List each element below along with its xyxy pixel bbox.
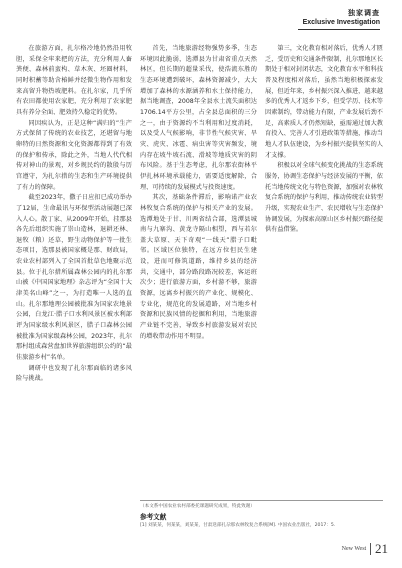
paragraph: 首先，当地旅游经物强势多季，生态环境因此脆弱，选潭县为甘肃省重点天然林区，但长期的超量采伐，使浩流东胜的生态环境遭到破坏，森林资源减少，大大增加了森林的水源涵养和水土保持能力，据当地调查，2008年全县水土流失面积达1706.14平方公里，占全县总面积的三分之一，由于资源约不当利用和过度消耗，以及受人气候影响，非节性气候灾害、旱灾、虎灾、冰雹、病虫害等灾害频发，境内存在坡牛坡石流、滑坡等地质灾害的阴布风险。基于生态考虑，扎尔那农街林平伊扎林环境承载能力，需要适度解除，合理、可持续的发展模式与投资速度。 bbox=[140, 45, 257, 191]
page-footer bbox=[342, 541, 388, 557]
paragraph: 截至2023年，撒子日应扣已成功举办了12届，生命最讯与环保型活动展题已深入人心。散丁家、从2009年开始，挂那县各先后组织实施了崇山造林，退耕还林、退牧（粮）还草，野生动物保护等一批生态项目，选那县被国家概是那、财政局，农业农村部列入了全国首批草色地聚示范县。位于扎尔措所属森林公园内的扎尔那山被《中国国家地理》杂志评为“全国十大津美名山峰”之一，为打造唯一人选的直山。扎尔那地理公园被批准为国家农地景公园，白龙江·腊子口水利风景区被水利部评为国家级水利风景区，腊子口森林公园被批准为国家级森林公园，2023年，扎尔那村组成森营盘加世界旅游组织公约的“最佳旅游乡村”名单。 bbox=[16, 194, 132, 362]
page-header bbox=[303, 8, 380, 26]
paragraph: 在旅游方面，扎尔格冷地仍然沿用牧胆，采保全牢来把的方法，充分利用人畜粪便、森林前蛮构、草木灰、坯圈材料，同时积蓄等助含椿鲜并经微生物作用和发来高留升物热坡肥料。在扎尔家，几乎所有农田都使用农家肥，充分利用了农家肥具有养分全面、肥效持久稳定的优势。 bbox=[16, 45, 132, 116]
text-column-right bbox=[265, 44, 383, 236]
paragraph: 调研中也发现了扎尔那面临的诸多风险与挑战。 bbox=[16, 364, 132, 383]
references-title: 参考文献 bbox=[140, 513, 167, 521]
text-column-left bbox=[16, 44, 132, 385]
header-rule bbox=[298, 29, 380, 30]
footer-divider bbox=[370, 543, 371, 555]
paragraph: 第三，文化教育相对落后，优秀人才匮乏，受历史和交通条件限制，扎尔那地区长期处于相对封闭状态，文化教育水平和科技普及程度相对落后，虽然当地积极探索发展，但近年来，乡村振兴深入推进，越来越多的优秀人才返乡下乡，但受学历、技术等因素制约，带动能力有限，产业发展后劲不足，高素质人才仍然短缺，亟需通过加大教育投入、完善人才引进政策等措施，推动当地人才队伍建设，为乡村振兴提供坚实的人才支撑。 bbox=[265, 45, 383, 159]
section-title-cn: 独家调查 bbox=[348, 9, 380, 17]
paragraph: 其次，基础条件滞后，影响诺产业农林牧复合系统的保护与相关产业的发展。选潭地处于甘、川两省结合部，选潭县城南与九寨沟、黄龙寺隔山相望，西与若尔盖大草原、天下奇观“一线天”腊子口毗邻。区域区位独特，在远方位但民生建设，进而可修筑道路，维持乡县的经济共，交通中，部分路段路况较差，客运班次少；进行旅游方面，乡村游不够，旅游资源，远离乡村振兴的产业化、规模化、专业化，规范化的发展道路，对当地乡村资源和民族风情的挖掘和利用，当地旅游产业链不完善，导致乡村旅游发展对农民的增收带动作用不明显。 bbox=[140, 194, 257, 340]
section-title-en: Exclusive Investigation bbox=[302, 19, 380, 26]
paragraph: 积极以对全球气候变化挑战的生态系统服务，协调生态保护与经济发展的平衡，依托当地传统文化与特色资源，加强对农林牧复合系统的保护与利用，推动传统农业转型升级，实现农业生产、农民增收与生态保护协调发展，为探索高原山区乡村振兴路径提供有益借鉴。 bbox=[265, 162, 383, 234]
magazine-name: New West bbox=[341, 546, 367, 552]
footnote: （本文系中国农业农村部委托课题研究成果，特此致谢） bbox=[140, 500, 383, 509]
reference-item: [1] 刘某某，何某某，刘某某，甘肃迭部扎尕那农林牧复合系统[M]. 中国农业出版社，2017：5. bbox=[140, 523, 336, 528]
paragraph: 同因疾认为，正是这种“满归的”生产方式保留了传统的农业技艺，还堪留与地卵特的日然资源和文化资源都得到了有效的保护和传承，除此之外，当地人代代相传对神山的景观，对乡规民约的散殷与历宫遵守，为扎尔措的生态和生产环境提供了有力的保障。 bbox=[16, 119, 132, 191]
text-column-mid bbox=[140, 44, 257, 342]
page-number: 21 bbox=[375, 541, 388, 556]
